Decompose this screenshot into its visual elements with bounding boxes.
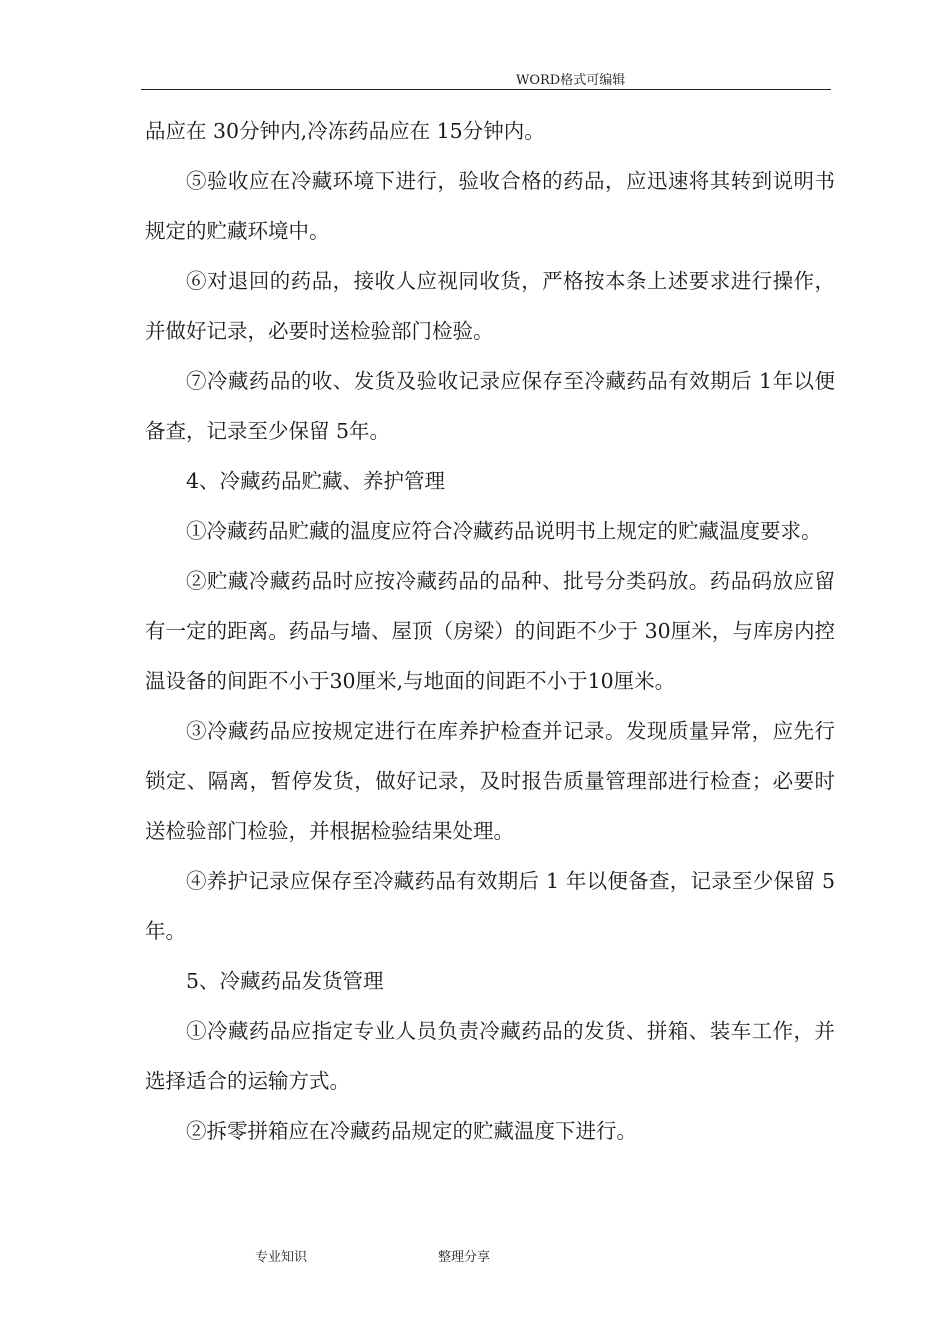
paragraph: ④养护记录应保存至冷藏药品有效期后 1 年以便备查，记录至少保留 5年。 [145,869,835,943]
paragraph: ①冷藏药品应指定专业人员负责冷藏药品的发货、拼箱、装车工作，并选择适合的运输方式。 [145,1019,835,1093]
paragraph: ⑥对退回的药品，接收人应视同收货，严格按本条上述要求进行操作，并做好记录，必要时送检验部门检验。 [145,269,835,343]
paragraph: 品应在 30分钟内,冷冻药品应在 15分钟内。 [145,119,545,143]
document-body [145,106,835,1156]
header-text: WORD格式可编辑 [516,73,626,88]
section-heading: 5、冷藏药品发货管理 [186,969,384,993]
page-header [141,72,831,90]
paragraph: ②贮藏冷藏药品时应按冷藏药品的品种、批号分类码放。药品码放应留有一定的距离。药品与墙、屋顶（房梁）的间距不少于 30厘米，与库房内控温设备的间距不小于30厘米,与地面的间距不小于10厘米。 [145,569,835,693]
footer-right-text: 整理分享 [438,1250,491,1265]
section-heading: 4、冷藏药品贮藏、养护管理 [186,469,446,493]
paragraph: ⑤验收应在冷藏环境下进行，验收合格的药品，应迅速将其转到说明书规定的贮藏环境中。 [145,169,835,243]
paragraph: ③冷藏药品应按规定进行在库养护检查并记录。发现质量异常，应先行锁定、隔离，暂停发货，做好记录，及时报告质量管理部进行检查；必要时送检验部门检验，并根据检验结果处理。 [145,719,835,843]
paragraph: ⑦冷藏药品的收、发货及验收记录应保存至冷藏药品有效期后 1年以便备查，记录至少保留 5年。 [145,369,835,443]
paragraph: ①冷藏药品贮藏的温度应符合冷藏药品说明书上规定的贮藏温度要求。 [186,519,822,543]
footer-left-text: 专业知识 [255,1250,308,1265]
paragraph: ②拆零拼箱应在冷藏药品规定的贮藏温度下进行。 [186,1119,637,1143]
